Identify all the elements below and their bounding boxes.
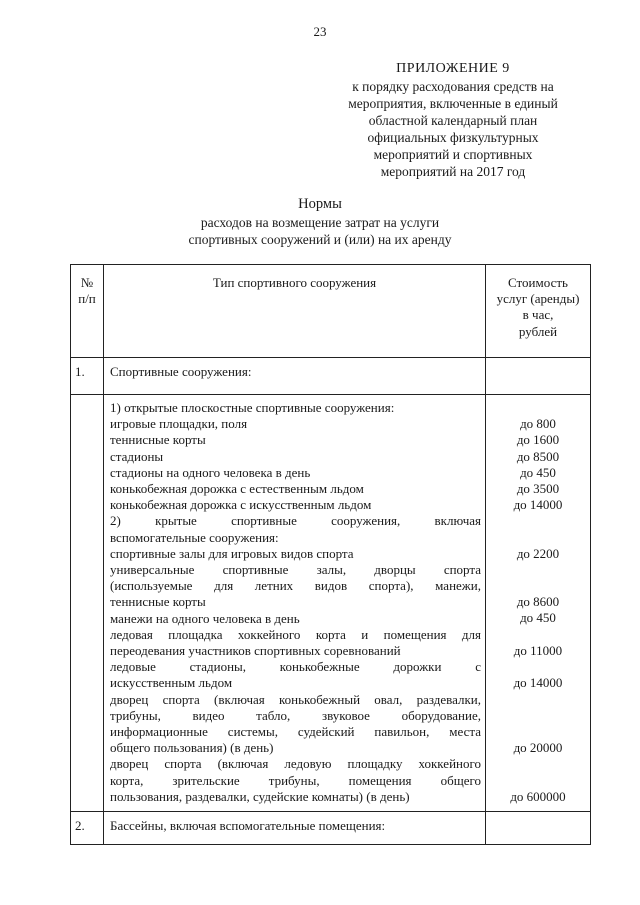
facility-cost-value	[486, 627, 590, 643]
facility-type-line: дворец спорта (включая ледовую площадку хоккейного	[110, 756, 481, 772]
facility-types-cell	[104, 395, 486, 812]
facility-cost-value: до 14000	[513, 497, 563, 513]
facility-cost-value	[486, 530, 590, 546]
facility-type-line: трибуны, видео табло, звуковое оборудование,	[110, 707, 481, 723]
facility-cost-value	[486, 756, 590, 772]
header-num-abbr: п/п	[78, 291, 96, 307]
facility-type-line: ледовая площадка хоккейного корта и помещения для	[110, 626, 481, 642]
appendix-line: мероприятий на 2017 год	[380, 164, 526, 179]
header-type-label: Тип спортивного сооружения	[212, 275, 377, 290]
appendix-line: к порядку расходования средств на	[352, 79, 554, 94]
row-cost-cell-empty	[486, 358, 591, 395]
facility-cost-value: до 1600	[516, 432, 560, 448]
header-cost-line: рублей	[518, 323, 558, 339]
facility-cost-value	[486, 578, 590, 594]
table-header-row	[71, 265, 591, 358]
facility-type-line: дворец спорта (включая конькобежный овал, раздевалки,	[110, 691, 481, 707]
facility-type-line: вспомогательные сооружения:	[110, 529, 279, 545]
facility-type-line: конькобежная дорожка с искусственным льдом	[110, 497, 372, 513]
row-section-title: Спортивные сооружения:	[104, 358, 486, 395]
norms-heading: Нормы	[298, 196, 342, 212]
row-num-cell: 1.	[71, 358, 104, 395]
facility-cost-value: до 3500	[516, 480, 560, 496]
facility-type-line: ледовые стадионы, конькобежные дорожки с	[110, 659, 481, 675]
facility-type-line: теннисные корты	[110, 432, 206, 448]
facility-cost-value	[486, 513, 590, 529]
row-num-cell: 2.	[71, 812, 104, 845]
facility-cost-value: до 11000	[513, 642, 563, 658]
norms-subtitle-line: расходов на возмещение затрат на услуги	[200, 215, 440, 230]
facility-cost-value: до 8600	[516, 594, 560, 610]
facility-type-line: переодевания участников спортивных соревнований	[110, 643, 401, 659]
table-row-pools	[71, 812, 591, 845]
header-type-cell	[104, 265, 486, 358]
header-cost-line: в час,	[522, 307, 554, 323]
facility-cost-value	[486, 724, 590, 740]
facility-cost-value: до 600000	[510, 788, 566, 804]
appendix-line: мероприятия, включенные в единый	[348, 96, 558, 111]
facility-type-line: универсальные спортивные залы, дворцы спорта	[110, 562, 481, 578]
facility-type-line: стадионы	[110, 448, 164, 464]
header-cost-cell	[486, 265, 591, 358]
facility-cost-value: до 2200	[516, 545, 560, 561]
facility-cost-value: до 20000	[513, 739, 563, 755]
facility-type-line: манежи на одного человека в день	[110, 610, 300, 626]
facility-cost-value	[486, 659, 590, 675]
facility-cost-value	[486, 400, 590, 416]
facility-type-line: корта, зрительские трибуны, помещения общего	[110, 772, 481, 788]
appendix-block	[318, 60, 588, 180]
appendix-line: мероприятий и спортивных	[373, 147, 533, 162]
header-num-cell	[71, 265, 104, 358]
facility-type-line: спортивные залы для игровых видов спорта	[110, 545, 354, 561]
facility-type-line: стадионы на одного человека в день	[110, 464, 311, 480]
header-num-symbol: №	[80, 275, 94, 290]
facility-cost-value: до 8500	[516, 448, 560, 464]
appendix-title: ПРИЛОЖЕНИЕ 9	[396, 61, 510, 76]
norms-subtitle-line: спортивных сооружений и (или) на их аренду	[188, 232, 452, 247]
table-row-facility-list	[71, 395, 591, 812]
page-number: 23	[313, 24, 327, 39]
row-section-title: Бассейны, включая вспомогательные помещения:	[104, 812, 486, 845]
facility-type-line: (используемые для летних видов спорта), манежи,	[110, 578, 481, 594]
facility-cost-value: до 800	[520, 416, 556, 432]
facility-type-line: общего пользования) (в день)	[110, 740, 274, 756]
appendix-line: областной календарный план	[368, 113, 538, 128]
facility-cost-value: до 450	[520, 610, 556, 626]
facility-type-line: искусственным льдом	[110, 675, 233, 691]
header-cost-line: услуг (аренды)	[496, 291, 580, 307]
header-cost-line: Стоимость	[508, 275, 568, 290]
facility-cost-value	[486, 691, 590, 707]
facility-cost-value	[486, 772, 590, 788]
facility-type-line: игровые площадки, поля	[110, 416, 248, 432]
facility-type-line: информационные системы, судейский павильон, места	[110, 724, 481, 740]
table-row-sports-facilities	[71, 358, 591, 395]
facility-type-line: 1) открытые плоскостные спортивные сооружения:	[110, 400, 395, 415]
norms-table	[70, 264, 591, 845]
facility-type-line: теннисные корты	[110, 594, 206, 610]
facility-type-line: пользования, раздевалки, судейские комнаты) (в день)	[110, 788, 410, 804]
facility-cost-value: до 14000	[513, 675, 563, 691]
facility-type-line: конькобежная дорожка с естественным льдом	[110, 481, 364, 497]
row-num-cell-empty	[71, 395, 104, 812]
appendix-line: официальных физкультурных	[367, 130, 539, 145]
facility-cost-value	[486, 562, 590, 578]
norms-title-block	[100, 196, 540, 248]
facility-cost-value	[486, 708, 590, 724]
facility-type-line: 2) крытые спортивные сооружения, включая	[110, 513, 481, 529]
row-cost-cell-empty	[486, 812, 591, 845]
facility-costs-cell	[486, 395, 591, 812]
facility-cost-value: до 450	[520, 464, 556, 480]
